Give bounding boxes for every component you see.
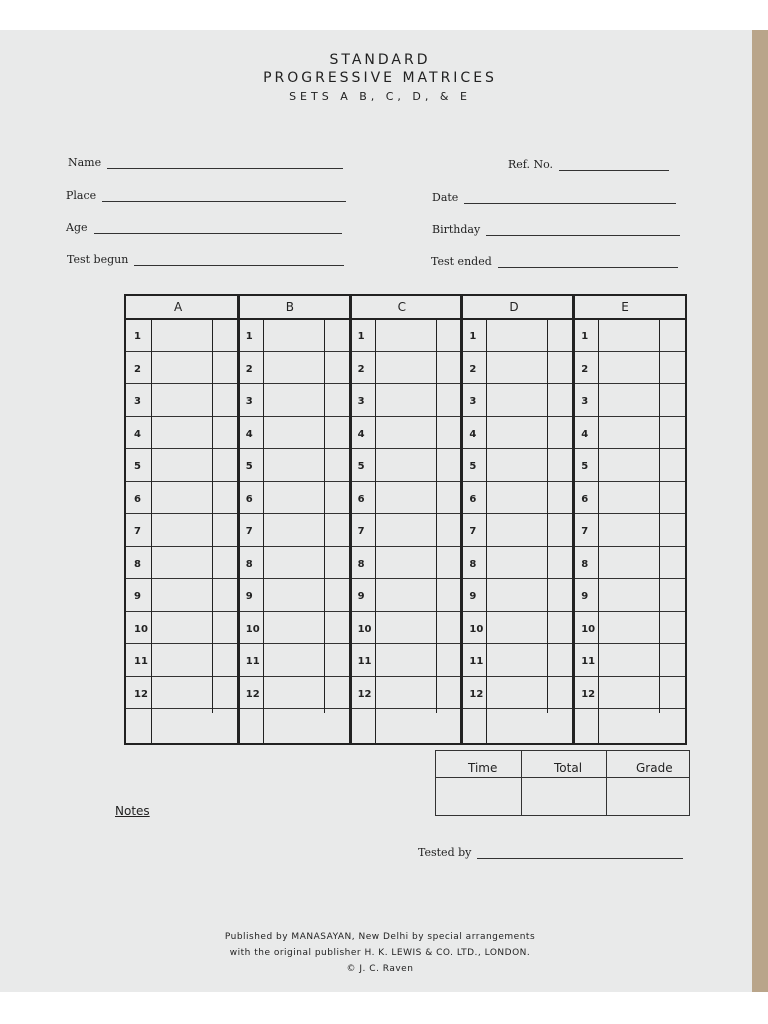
set-header-d: D: [509, 300, 519, 314]
item-number: 1: [469, 331, 477, 342]
item-number: 2: [581, 363, 589, 375]
title-progressive-matrices: PROGRESSIVE MATRICES: [263, 70, 497, 86]
grid-row-line: [126, 676, 685, 677]
ref-no-field[interactable]: [508, 158, 669, 171]
item-number: 12: [469, 688, 484, 700]
grid-set-divider: [572, 296, 575, 743]
item-number: 5: [134, 461, 141, 472]
score-divider: [521, 751, 522, 815]
test-ended-line: [498, 266, 678, 268]
tested-by-field[interactable]: [418, 846, 683, 859]
item-number: 7: [134, 526, 141, 537]
item-number: 5: [245, 461, 253, 472]
name-line: [107, 167, 343, 169]
item-number: 8: [245, 558, 253, 570]
grid-row-line: [126, 643, 685, 644]
item-number: 1: [134, 331, 141, 342]
item-number: 8: [357, 558, 365, 570]
grid-answer-divider: [324, 318, 325, 713]
grid-answer-divider: [212, 318, 213, 713]
ref-no-line: [559, 169, 669, 171]
place-field[interactable]: [66, 189, 346, 202]
test-ended-field[interactable]: [431, 255, 678, 268]
item-number: 4: [469, 428, 477, 440]
grid-row-line: [126, 481, 685, 482]
item-number: 10: [134, 623, 148, 635]
item-number: 5: [469, 461, 477, 472]
place-label: Place: [66, 189, 97, 202]
grid-number-divider: [151, 318, 152, 743]
item-number: 11: [581, 656, 596, 667]
grid-number-divider: [263, 318, 264, 743]
item-number: 1: [245, 331, 253, 342]
item-number: 8: [581, 558, 589, 570]
birthday-line: [486, 234, 680, 236]
set-header-c: C: [397, 300, 406, 314]
test-ended-label: Test ended: [431, 255, 492, 268]
item-number: 2: [357, 363, 365, 375]
total-header: Total: [554, 761, 583, 775]
item-number: 4: [357, 428, 365, 440]
item-number: 12: [134, 688, 148, 700]
place-line: [102, 200, 346, 202]
item-number: 9: [469, 591, 477, 602]
item-number: 12: [245, 688, 260, 700]
item-number: 7: [245, 526, 253, 537]
footer-line-2: with the original publisher H. K. LEWIS & CO. LTD., LONDON.: [229, 948, 531, 958]
grid-set-divider: [237, 296, 240, 743]
grade-header: Grade: [636, 761, 673, 775]
item-number: 3: [245, 396, 253, 407]
age-field[interactable]: [66, 221, 342, 234]
grid-row-line: [126, 578, 685, 579]
age-line: [94, 232, 342, 234]
item-number: 9: [245, 591, 253, 602]
grid-set-divider: [460, 296, 463, 743]
item-number: 11: [357, 656, 372, 667]
grid-row-line: [126, 513, 685, 514]
grid-number-divider: [486, 318, 487, 743]
item-number: 10: [245, 623, 260, 635]
item-number: 5: [357, 461, 365, 472]
tested-by-line: [477, 857, 683, 859]
item-number: 7: [469, 526, 477, 537]
title-sets: SETS A B, C, D, & E: [289, 90, 471, 103]
item-number: 2: [134, 363, 141, 375]
item-number: 12: [357, 688, 372, 700]
grid-header-line: [126, 318, 685, 320]
item-number: 11: [469, 656, 484, 667]
item-number: 11: [245, 656, 260, 667]
set-header-a: A: [174, 300, 183, 314]
item-number: 12: [581, 688, 596, 700]
item-number: 3: [581, 396, 589, 407]
item-number: 4: [581, 428, 589, 440]
item-number: 2: [245, 363, 253, 375]
item-number: 7: [581, 526, 589, 537]
item-number: 1: [581, 331, 589, 342]
name-label: Name: [68, 156, 102, 169]
item-number: 10: [581, 623, 596, 635]
time-header: Time: [468, 761, 498, 775]
date-line: [464, 202, 676, 204]
grid-row-line: [126, 611, 685, 612]
item-number: 10: [357, 623, 372, 635]
item-number: 3: [357, 396, 365, 407]
item-number: 6: [357, 493, 365, 505]
item-number: 10: [469, 623, 484, 635]
grid-row-line: [126, 448, 685, 449]
tested-by-label: Tested by: [418, 846, 472, 859]
test-begun-line: [134, 264, 344, 266]
grid-row-line: [126, 708, 685, 709]
item-number: 2: [469, 363, 477, 375]
item-number: 6: [581, 493, 589, 505]
item-number: 9: [581, 591, 589, 602]
item-number: 3: [134, 396, 141, 407]
score-box: [435, 750, 690, 816]
grid-answer-divider: [659, 318, 660, 713]
item-number: 6: [469, 493, 477, 505]
item-number: 6: [245, 493, 253, 505]
item-number: 4: [245, 428, 253, 440]
background-strip: [752, 30, 768, 992]
footer-line-3: © J. C. Raven: [346, 964, 414, 974]
answer-grid: [124, 294, 687, 745]
grid-row-line: [126, 351, 685, 352]
name-field[interactable]: [68, 156, 343, 169]
title-standard: STANDARD: [329, 52, 431, 68]
footer-line-1: Published by MANASAYAN, New Delhi by special arrangements: [224, 932, 536, 942]
grid-set-divider: [349, 296, 352, 743]
item-number: 8: [469, 558, 477, 570]
age-label: Age: [66, 221, 88, 234]
grid-number-divider: [375, 318, 376, 743]
birthday-label: Birthday: [432, 223, 481, 236]
birthday-field[interactable]: [432, 223, 680, 236]
notes-label: Notes: [115, 804, 150, 818]
score-divider: [606, 751, 607, 815]
grid-row-line: [126, 383, 685, 384]
item-number: 7: [357, 526, 365, 537]
item-number: 4: [134, 428, 141, 440]
date-field[interactable]: [432, 191, 676, 204]
score-header-line: [436, 777, 689, 778]
item-number: 9: [357, 591, 365, 602]
grid-answer-divider: [547, 318, 548, 713]
item-number: 9: [134, 591, 141, 602]
item-number: 3: [469, 396, 477, 407]
grid-row-line: [126, 416, 685, 417]
item-number: 11: [134, 656, 148, 667]
set-header-b: B: [285, 300, 295, 314]
grid-answer-divider: [436, 318, 437, 713]
ref-no-label: Ref. No.: [508, 158, 554, 171]
item-number: 1: [357, 331, 365, 342]
item-number: 6: [134, 493, 141, 505]
test-begun-field[interactable]: [67, 253, 344, 266]
grid-number-divider: [598, 318, 599, 743]
item-number: 5: [581, 461, 589, 472]
item-number: 8: [134, 558, 141, 570]
test-begun-label: Test begun: [67, 253, 129, 266]
grid-row-line: [126, 546, 685, 547]
set-header-e: E: [621, 300, 629, 314]
date-label: Date: [432, 191, 459, 204]
